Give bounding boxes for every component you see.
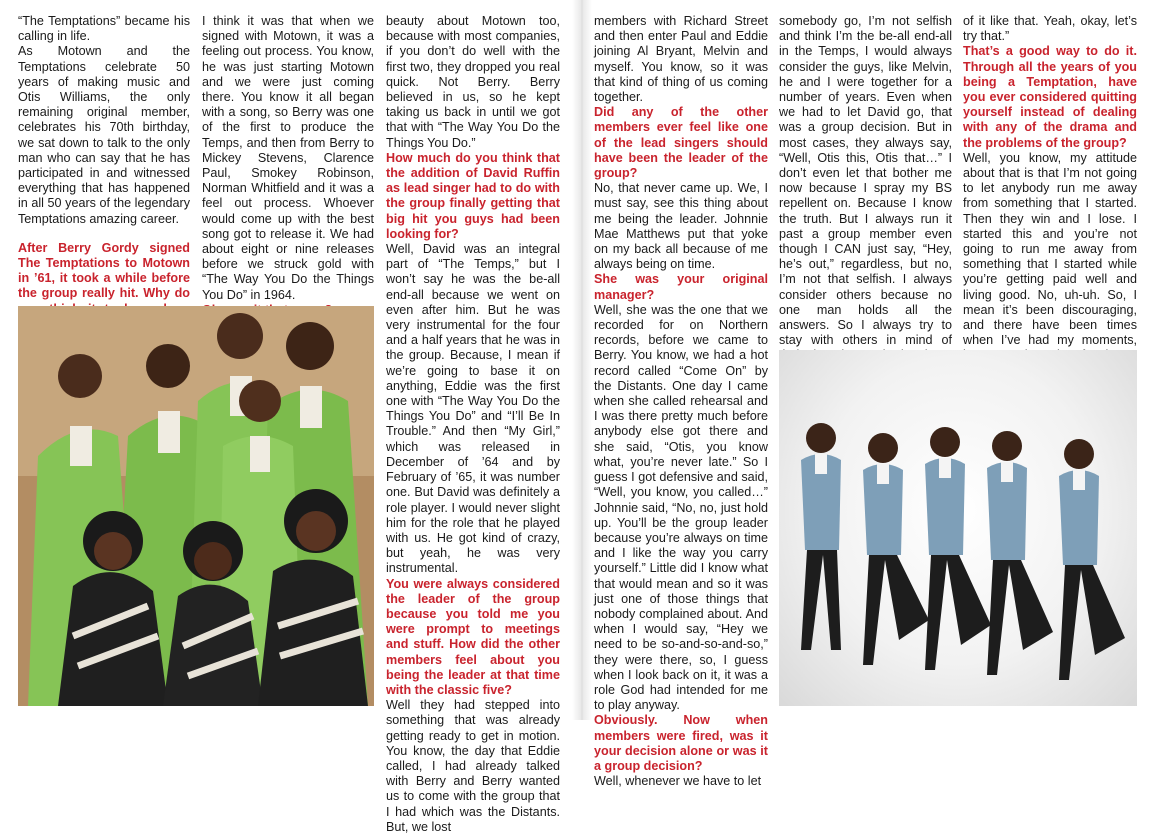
- paragraph: “The Temptations” became his calling in life.: [18, 14, 190, 44]
- paragraph: Well, David was an integral part of “The Temps,” but I won’t say he was the be-all end-all because we went on even after him. But he was very instrumental for the four and a half years that he was in the group. Because, I mean if we’re going to base it on anything, Eddie was the first one with “The Way You Do the Things You Do” and “I’ll Be In Trouble.” And then “My Girl,” which was released in December of ’64 and by February of ’65, it was number one. But David was definitely a role player. I would never slight him for the role that he played with us. He got kind of crazy, but yeah, he was very instrumental.: [386, 242, 560, 576]
- interview-question: That’s a good way to do it. Through all the years of you being a Temptation, have you ever considered quitting yourself instead of dealing with any of the drama and the problems of the group?: [963, 44, 1137, 150]
- dancer-4: [987, 431, 1053, 675]
- paragraph: Well, she was the one that we recorded for on Northern records, before we came to Berry. You know, we had a hot record called “Come On” by the Distants. One day I came when she called rehearsal and I was there pretty much before anybody else got there and she said, “Otis, you know what, you’re never late.” So I guess I got defensive and said, “Well, you know, you called…” Johnnie said, “No, no, just hold up. You’ll be the group leader because you’re always on time and I like the way you carry yourself.” Little did I know what that would mean and so it was just one of those things that nobody complained about. And when I would say, “Hey we need to be so-and-so-and-so,” they were there, so, I guess when I look back on it, it was a role God had intended for me to play anyway.: [594, 302, 768, 713]
- article-column-3: [386, 14, 560, 834]
- interview-question: How much do you think that the addition of David Ruffin as lead singer had to do with the group finally getting that big hit you guys had been looking for?: [386, 150, 560, 241]
- article-column-5: [779, 14, 952, 364]
- paragraph: members with Richard Street and then enter Paul and Eddie joining Al Bryant, Melvin and myself. You know, so it was that kind of thing of us coming together.: [594, 14, 768, 105]
- interview-question: After Berry Gordy signed The Temptations to Motown in ’61, it took a while before the group really hit. Why do: [18, 240, 190, 301]
- group-photo-blue-suits-illustration: [779, 350, 1137, 706]
- dancer-2: [863, 433, 929, 665]
- paragraph: As Motown and the Temptations celebrate 50 years of making music and Otis Williams, the only remaining original member, celebrates his 70th birthday, we sat down to talk to the only man who can say that he has participated in and witnessed everything that has happened in all 50 years of the legendary Temptations amazing career.: [18, 44, 190, 226]
- paragraph: Well, you know, my attitude about that is that I’m not going to let anybody run me away from something that I started. Then they win and I lose. I started this and you’re not going to run me away from something that I started while you’re getting paid well and living good. No, uh-uh. So, I mean it’s been discouraging, and there have been times when I’ve had my moments,: [963, 150, 1137, 348]
- group-photo-blue-suits: [779, 350, 1137, 706]
- paragraph: No, that never came up. We, I must say, see this thing about me being the leader. Johnnie Mae Matthews put that yoke on my back all because of me always being on time.: [594, 181, 768, 272]
- paragraph: of it like that. Yeah, okay, let’s try that.”: [963, 14, 1137, 44]
- dancer-3: [925, 427, 991, 670]
- article-column-1: [18, 14, 190, 306]
- dancer-1: [801, 423, 841, 650]
- article-column-2: [202, 14, 374, 306]
- group-photo-green-suits: [18, 306, 374, 706]
- page-gutter: [572, 0, 592, 720]
- dancer-5: [1059, 439, 1125, 680]
- article-column-4: [594, 14, 768, 789]
- interview-question: She was your original manager?: [594, 272, 768, 302]
- paragraph: somebody go, I’m not selfish and think I’m the be-all end-all in the Temps, I would always consider the guys, like Melvin, he and I were together for a number of years. Even when we had to let David go, that was a group decision. But in most cases, they always say, “Well, Otis this, Otis that…” I don’t even let that bother me now because I spray my BS repellent on. Because I know the truth. But I always run it past a group member even though I CAN just say, “Hey, he’s out,” regardless, but no, I’m not that selfish. I always consider others because no one man holds all the answers. So I always try to stay with others in mind of: [779, 14, 952, 348]
- interview-question: You were always considered the leader of the group because you told me you were prompt to meetings and stuff. How did the other members feel about you being the leader at that time with the classic five?: [386, 576, 560, 697]
- paragraph: beauty about Motown too, because with most companies, if you don’t do well with the first two, they dropped you real quick. Not Berry. Berry believed in us, so he kept taking us back in until we got that with “The Way You Do the Things You Do.”: [386, 14, 560, 150]
- paragraph: Well they had stepped into something that was already getting ready to get in motion. You know, the day that Eddie called, I had already talked with Berry and Berry wanted us to come with the group that I had which was the Distants. But, we lost: [386, 698, 560, 834]
- article-column-6: [963, 14, 1137, 364]
- interview-question: Obviously. Now when members were fired, was it your decision alone or was it a group decision?: [594, 713, 768, 773]
- paragraph: I think it was that when we signed with Motown, it was a feeling out process. You know, he was just starting Motown and we were just coming there. You know it all began with a song, so Berry was one of the first to produce the Temps, and then from Berry to Mickey Stevens, Clarence Paul, Smokey Robinson, Norman Whitfield and it was a feel out process. Whoever would come up with the best song got to release it. We had about eight or nine releases before we struck gold with “The Way You Do the Things You Do” in 1964.: [202, 14, 374, 302]
- group-photo-green-suits-illustration: [18, 306, 374, 706]
- interview-question: Did any of the other members ever feel like one of the lead singers should have been the leader of the group?: [594, 105, 768, 181]
- paragraph: Well, whenever we have to let: [594, 774, 762, 789]
